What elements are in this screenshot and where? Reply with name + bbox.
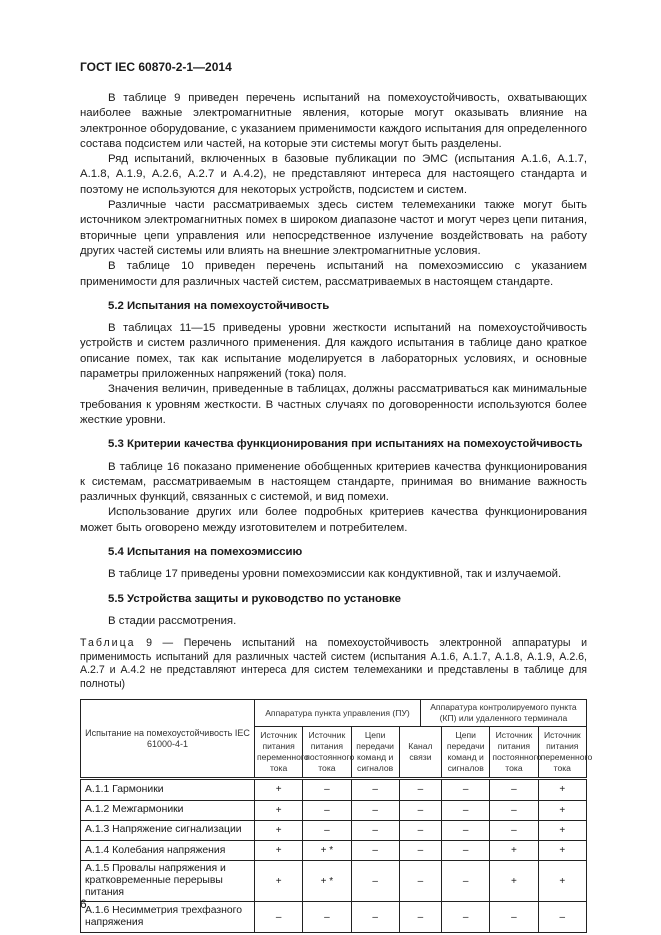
applicability-cell: – <box>303 820 351 840</box>
intro-section <box>80 91 587 290</box>
column-header: Источник питания переменного тока <box>254 727 302 779</box>
column-header: Источник питания переменного тока <box>538 727 586 779</box>
applicability-cell: – <box>442 800 490 820</box>
test-name: А.1.4 Колебания напряжения <box>81 841 255 861</box>
column-header: Источник питания постоянного тока <box>303 727 351 779</box>
applicability-cell: – <box>442 779 490 800</box>
applicability-cell: – <box>303 902 351 933</box>
applicability-cell: – <box>490 779 538 800</box>
column-header: Цепи передачи команд и сигналов <box>442 727 490 779</box>
applicability-cell: – <box>303 800 351 820</box>
applicability-cell: – <box>351 820 399 840</box>
column-header: Источник питания постоянного тока <box>490 727 538 779</box>
applicability-cell: + <box>538 779 586 800</box>
applicability-cell: + <box>538 800 586 820</box>
paragraph: Ряд испытаний, включенных в базовые публикации по ЭМС (испытания А.1.6, А.1.7, А.1.8, А.1.9, А.2.6, А.2.7 и А.4.2), не представляют интереса для настоящего стандарта и поэтому не используются для некоторых устройств, подсистем и систем. <box>80 153 587 196</box>
applicability-cell: + <box>538 820 586 840</box>
sections <box>80 299 587 629</box>
document-body <box>80 91 593 933</box>
table-row <box>81 841 587 861</box>
table-caption-text: 9 — Перечень испытаний на помехоустойчивость электронной аппаратуры и применимость испытаний для различных частей систем (испытания А.1.6, А.1.7, А.1.8, А.1.9, А.2.6, А.2.7 и А.4.2 не представляют интереса для систем телемеханики и представлены в таблице для полноты) <box>80 637 587 690</box>
applicability-cell: + * <box>303 841 351 861</box>
section-heading: 5.5 Устройства защиты и руководство по установке <box>108 592 402 605</box>
section-heading: 5.3 Критерии качества функционирования при испытаниях на помехоустойчивость <box>108 438 583 451</box>
document-header: ГОСТ IEC 60870-2-1—2014 <box>80 60 232 74</box>
applicability-cell: – <box>399 841 441 861</box>
applicability-cell: – <box>442 820 490 840</box>
test-name: А.1.1 Гармоники <box>81 779 255 800</box>
applicability-cell: – <box>490 902 538 933</box>
table-row <box>81 861 587 902</box>
section-heading: 5.2 Испытания на помехоустойчивость <box>108 299 330 312</box>
header-row <box>81 700 587 727</box>
applicability-cell: + <box>490 841 538 861</box>
applicability-cell: – <box>399 779 441 800</box>
group-header-pu: Аппаратура пункта управления (ПУ) <box>254 700 420 727</box>
test-name: А.1.3 Напряжение сигнализации <box>81 820 255 840</box>
applicability-cell: – <box>351 800 399 820</box>
applicability-cell: – <box>351 779 399 800</box>
page-number: 6 <box>80 897 87 911</box>
paragraph: Различные части рассматриваемых здесь систем телемеханики также могут быть источником электромагнитных помех в широком диапазоне частот и могут через цепи питания, вторичные цепи управления или непосредственное излучение воздействовать на работу других частей системы или влиять на внешние электромагнитные условия. <box>80 199 587 257</box>
column-header: Канал связи <box>399 727 441 779</box>
applicability-cell: + <box>538 841 586 861</box>
applicability-cell: – <box>490 800 538 820</box>
applicability-cell: – <box>538 902 586 933</box>
applicability-cell: – <box>399 902 441 933</box>
applicability-cell: + * <box>303 861 351 902</box>
table-row <box>81 779 587 800</box>
paragraph: Значения величин, приведенные в таблицах, должны рассматриваться как минимальные требования к уровням жесткости. В частных случаях по договоренности используются более жесткие уровни. <box>80 383 587 426</box>
applicability-cell: – <box>442 841 490 861</box>
paragraph: В таблице 9 приведен перечень испытаний на помехоустойчивость, охватывающих наиболее важные электромагнитные явления, которые могут оказывать влияние на электронное оборудование, с указанием применимости каждого испытания для определенного состава подсистем или частей, на которые эти системы могут быть разделены. <box>80 92 587 150</box>
applicability-cell: + <box>490 861 538 902</box>
section-heading: 5.4 Испытания на помехоэмиссию <box>108 546 303 559</box>
table-row <box>81 800 587 820</box>
group-header-kp: Аппаратура контролируемого пункта (КП) или удаленного терминала <box>420 700 586 727</box>
applicability-cell: – <box>399 861 441 902</box>
applicability-cell: + <box>254 779 302 800</box>
applicability-cell: – <box>399 820 441 840</box>
applicability-cell: + <box>538 861 586 902</box>
paragraph: В таблице 17 приведены уровни помехоэмиссии как кондуктивной, так и излучаемой. <box>108 568 562 581</box>
test-name: А.1.6 Несимметрия трехфазного напряжения <box>81 902 255 933</box>
table-caption-label: Таблица <box>80 637 136 650</box>
applicability-cell: – <box>303 779 351 800</box>
applicability-cell: – <box>490 820 538 840</box>
applicability-cell: – <box>254 902 302 933</box>
applicability-cell: + <box>254 800 302 820</box>
test-name: А.1.2 Межгармоники <box>81 800 255 820</box>
applicability-cell: + <box>254 841 302 861</box>
applicability-cell: – <box>442 861 490 902</box>
paragraph: Использование других или более подробных критериев качества функционирования может быть оговорено между изготовителем и потребителем. <box>80 506 587 534</box>
applicability-cell: + <box>254 820 302 840</box>
immunity-table <box>80 699 593 933</box>
test-name: А.1.5 Провалы напряжения и кратковременные перерывы питания <box>81 861 255 902</box>
paragraph: В таблицах 11—15 приведены уровни жесткости испытаний на помехоустойчивость устройств и систем различного применения. Для каждого испытания в таблице дано краткое описание помех, так как испытание моделируется в лабораторных условиях, и основные параметры приложенных напряжений (тока) поля. <box>80 322 587 381</box>
paragraph: В таблице 10 приведен перечень испытаний на помехоэмиссию с указанием применимости для различных частей систем, рассматриваемых в настоящем стандарте. <box>80 260 587 288</box>
applicability-cell: – <box>442 902 490 933</box>
applicability-cell: – <box>351 861 399 902</box>
table-row <box>81 820 587 840</box>
applicability-cell: – <box>351 841 399 861</box>
applicability-cell: + <box>254 861 302 902</box>
applicability-cell: – <box>351 902 399 933</box>
paragraph: В стадии рассмотрения. <box>108 614 237 627</box>
table-caption <box>80 637 587 691</box>
table-row <box>81 902 587 933</box>
test-column-header: Испытание на помехоустойчивость IEC 61000-4-1 <box>81 700 255 779</box>
applicability-cell: – <box>399 800 441 820</box>
paragraph: В таблице 16 показано применение обобщенных критериев качества функционирования к системам, рассматриваемым в настоящем стандарте, принимая во внимание важность различных функций, связанных с системой, и вид помехи. <box>80 460 587 504</box>
column-header: Цепи передачи команд и сигналов <box>351 727 399 779</box>
